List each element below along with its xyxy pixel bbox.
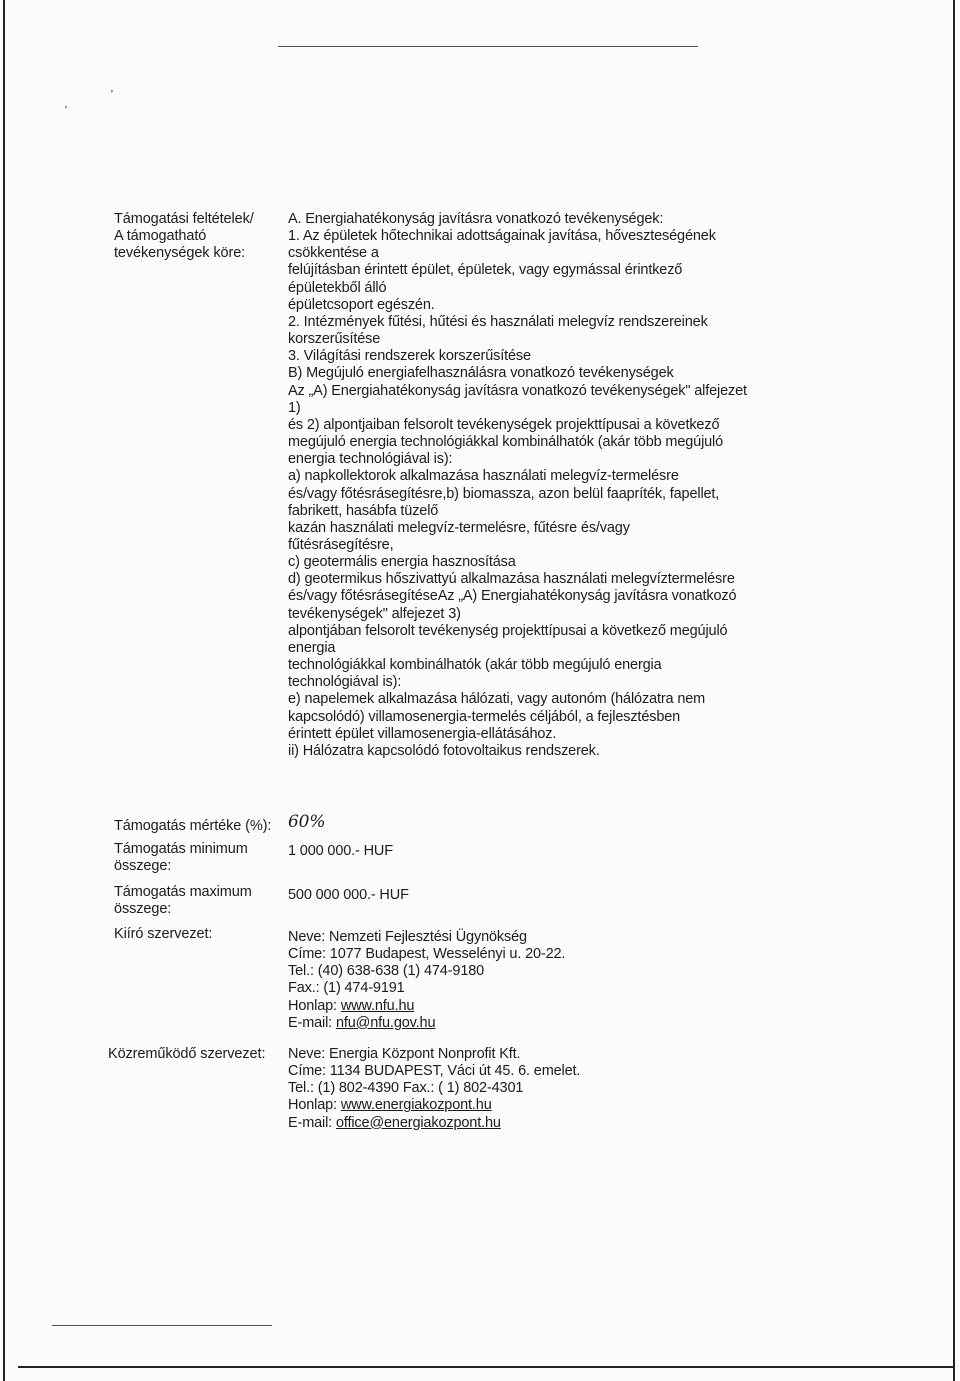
text-line: d) geotermikus hőszivattyú alkalmazása használati melegvíztermelésre <box>288 571 735 588</box>
text-line: és/vagy főtésrásegítéseAz „A) Energiahatékonyság javításra vonatkozó <box>288 588 737 605</box>
text-line: tevékenységek" alfejezet 3) <box>288 605 461 622</box>
intermediary-web-row <box>288 1097 808 1114</box>
label-line: tevékenységek köre: <box>114 245 246 261</box>
text-line: épületcsoport egészén. <box>288 296 435 313</box>
text-line: 3. Világítási rendszerek korszerűsítése <box>288 348 531 365</box>
text-line: fűtésrásegítésre, <box>288 536 394 553</box>
text-line: ii) Hálózatra kapcsolódó fotovoltaikus rendszerek. <box>288 742 600 759</box>
issuer-name: Neve: Nemzeti Fejlesztési Ügynökség <box>288 929 527 945</box>
text-line: és/vagy főtésrásegítésre,b) biomassza, azon belül faapríték, fapellet, <box>288 485 720 502</box>
text-line: c) geotermális energia hasznosítása <box>288 554 516 571</box>
label-line: Támogatás mértéke (%): <box>114 818 272 834</box>
intermediary-address: Címe: 1134 BUDAPEST, Váci út 45. 6. emelet. <box>288 1063 581 1080</box>
maximum-label <box>114 884 252 918</box>
intermediary-web-link[interactable]: www.energiakozpont.hu <box>340 1097 492 1114</box>
web-prefix: Honlap: <box>288 997 341 1014</box>
text-line: a) napkollektorok alkalmazása használati melegvíz-termelésre <box>288 468 679 485</box>
issuer-email-link[interactable]: nfu@nfu.gov.hu <box>335 1014 436 1031</box>
label-line: Támogatási feltételek/ <box>114 211 254 227</box>
intermediary-phone-fax: Tel.: (1) 802-4390 Fax.: ( 1) 802-4301 <box>288 1080 524 1097</box>
conditions-label <box>114 211 254 262</box>
minimum-value <box>288 843 808 860</box>
text-line: kazán használati melegvíz-termelésre, fűtésre és/vagy <box>288 519 630 536</box>
issuer-label <box>114 926 212 943</box>
rate-label <box>114 818 271 835</box>
email-prefix: E-mail: <box>288 1014 336 1031</box>
label-line: Támogatás maximum <box>114 884 252 900</box>
issuer-block <box>288 929 808 1032</box>
text-line: 1) <box>288 399 301 416</box>
text-line: e) napelemek alkalmazása hálózati, vagy autonóm (hálózatra nem <box>288 691 706 708</box>
text-line: technológiákkal kombinálhatók (akár több megújuló energia <box>288 657 662 674</box>
text-line: megújuló energia technológiákkal kombinálhatók (akár több megújuló <box>288 434 724 451</box>
label-line: összege: <box>114 901 172 917</box>
label-line: Kiíró szervezet: <box>114 926 213 942</box>
text-line: kapcsolódó) villamosenergia-termelés céljából, a fejlesztésben <box>288 708 681 725</box>
text-line: fabrikett, hasábfa tüzelő <box>288 502 439 519</box>
web-prefix: Honlap: <box>288 1097 341 1114</box>
text-line: 2. Intézmények fűtési, hűtési és használati melegvíz rendszereinek <box>288 313 708 330</box>
text-line: 1. Az épületek hőtechnikai adottságainak javítása, hőveszteségének <box>288 228 716 245</box>
scan-speck: ‚ <box>64 98 68 110</box>
issuer-fax: Fax.: (1) 474-9191 <box>288 980 405 997</box>
intermediary-email-link[interactable]: office@energiakozpont.hu <box>335 1114 501 1131</box>
text-line: felújításban érintett épület, épületek, vagy egymással érintkező <box>288 262 683 279</box>
label-line: összege: <box>114 858 172 874</box>
text-line: energia <box>288 639 336 656</box>
amount: 500 000 000.- HUF <box>288 887 409 903</box>
issuer-phone: Tel.: (40) 638-638 (1) 474-9180 <box>288 963 485 980</box>
issuer-email-row <box>288 1015 808 1032</box>
handwritten-rate: 60% <box>288 812 326 832</box>
text-line: épületekből álló <box>288 279 387 296</box>
text-line: energia technológiával is): <box>288 451 453 468</box>
text-line: B) Megújuló energiafelhasználásra vonatkozó tevékenységek <box>288 365 674 382</box>
intermediary-block <box>288 1046 808 1132</box>
email-prefix: E-mail: <box>288 1114 336 1131</box>
text-line: korszerűsítése <box>288 331 381 348</box>
amount: 1 000 000.- HUF <box>288 843 393 859</box>
maximum-value <box>288 887 808 904</box>
intermediary-name: Neve: Energia Központ Nonprofit Kft. <box>288 1046 521 1062</box>
rate-value <box>288 814 808 831</box>
conditions-text <box>288 211 808 760</box>
issuer-web-row <box>288 998 808 1015</box>
text-line: technológiával is): <box>288 674 402 691</box>
intermediary-label <box>108 1046 265 1063</box>
intermediary-email-row <box>288 1115 808 1132</box>
issuer-address: Címe: 1077 Budapest, Wesselényi u. 20-22. <box>288 946 566 963</box>
text-line: csökkentése a <box>288 245 379 262</box>
scan-speck: ʼ <box>110 88 114 100</box>
text-line: Az „A) Energiahatékonyság javításra vonatkozó tevékenységek" alfejezet <box>288 382 747 399</box>
issuer-web-link[interactable]: www.nfu.hu <box>340 997 415 1014</box>
minimum-label <box>114 841 248 875</box>
text-line: és 2) alpontjaiban felsorolt tevékenységek projekttípusai a következő <box>288 416 720 433</box>
text-line: érintett épület villamosenergia-ellátásához. <box>288 725 557 742</box>
label-line: Támogatás minimum <box>114 841 248 857</box>
label-line: A támogatható <box>114 228 207 244</box>
text-line: A. Energiahatékonyság javításra vonatkozó tevékenységek: <box>288 211 664 227</box>
text-line: alpontjában felsorolt tevékenység projekttípusai a következő megújuló <box>288 622 728 639</box>
label-line: Közreműködő szervezet: <box>108 1046 266 1062</box>
